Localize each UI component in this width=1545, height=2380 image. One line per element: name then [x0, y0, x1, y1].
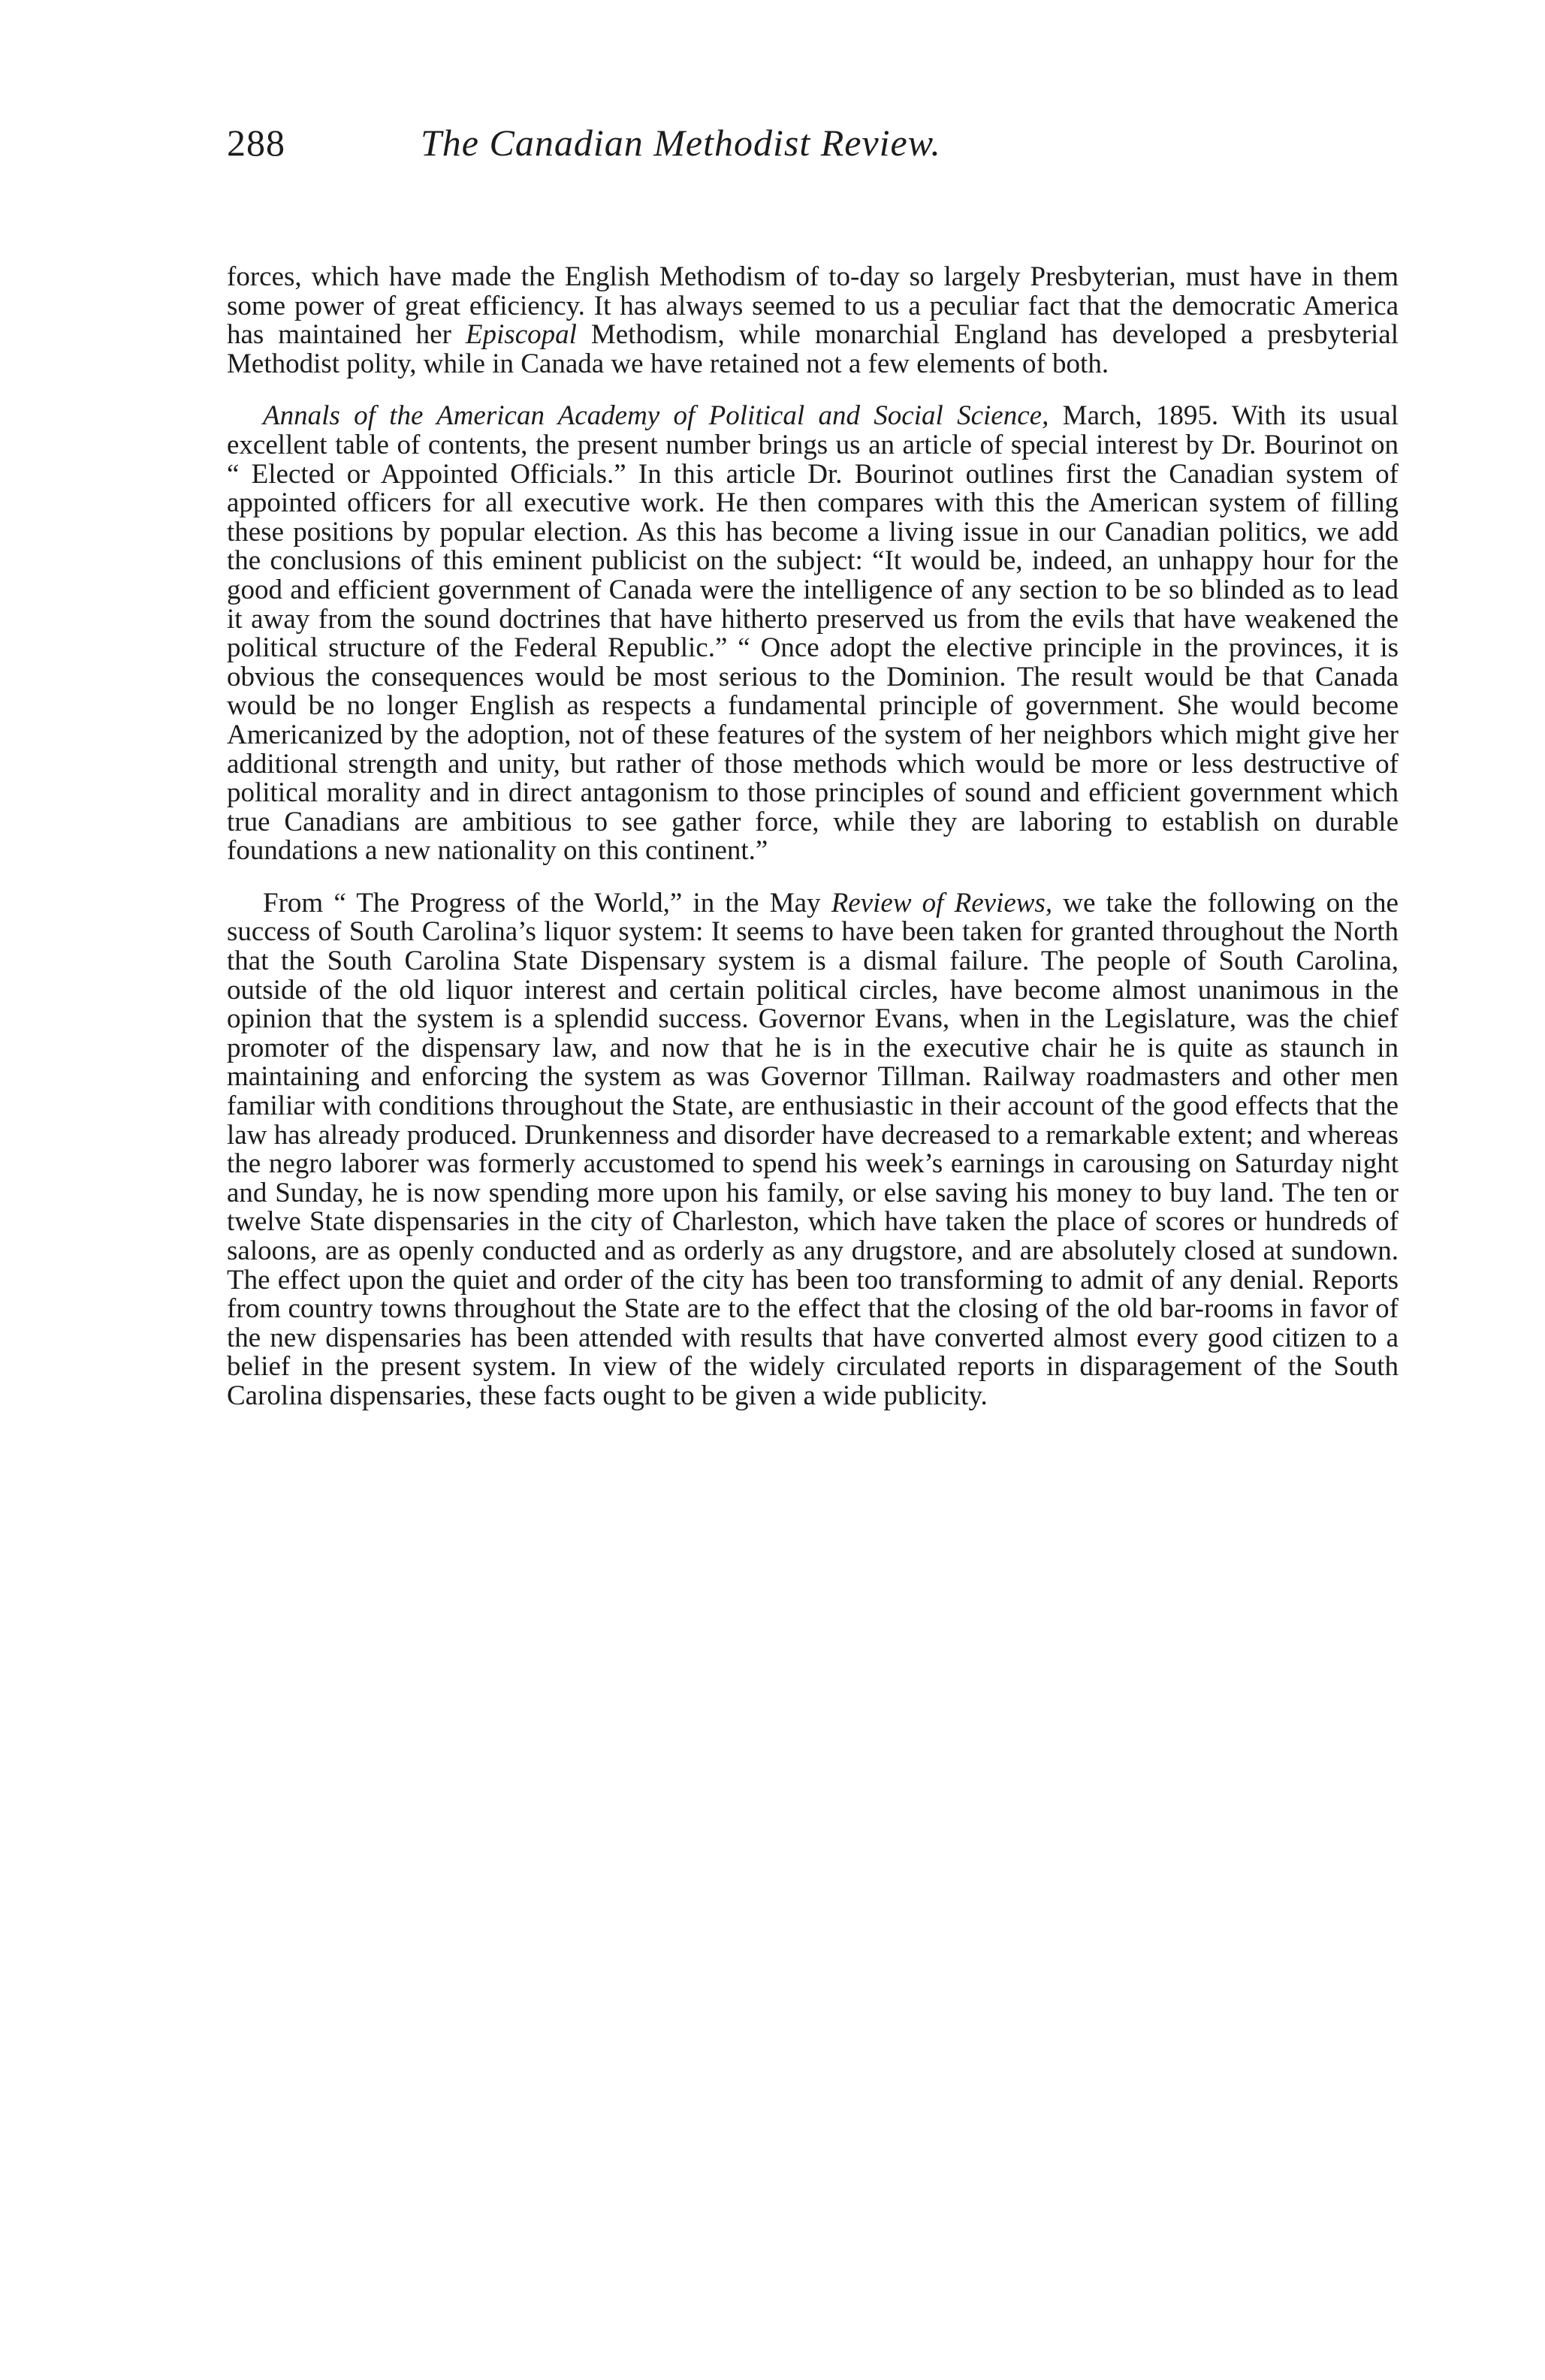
paragraph-text: March, 1895. With its usual excellent table of contents, the present number brings us an article of special interest by Dr. Bourinot on “ Elected or Appointed Officials.” In this article Dr. Bourinot outlines first the Canadian system of appointed officers for all executive work. He then compares with this the American system of filling these positions by popular election. As this has become a living issue in our Canadian politics, we add the conclusions of this eminent publicist on the subject: “It would be, indeed, an unhappy hour for the good and efficient government of Canada were the intelligence of any section to be so blinded as to lead it away from the sound doctrines that have hitherto preserved us from the evils that have weakened the political structure of the Federal Republic.” “ Once adopt the elective principle in the provinces, it is obvious the consequences would be most serious to the Dominion. The result would be that Canada would be no longer English as respects a fundamental principle of government. She would become Americanized by the adoption, not of these features of the system of her neighbors which might give her additional strength and unity, but rather of those methods which would be more or less destructive of political morality and in direct antagonism to those principles of sound and efficient government which true Canadians are ambitious to see gather force, while they are laboring to establish on durable foundations a new nationality on this continent.”: [227, 400, 1399, 867]
journal-title: Annals of the American Academy of Political and Social Science,: [263, 400, 1049, 432]
journal-title: Review of Reviews,: [831, 887, 1053, 919]
page-header: [227, 113, 1399, 173]
paragraph-text-continued: Methodism, while monarchial England has developed a presbyterial Methodist polity, while in Canada we have retained not a few elements of both.: [227, 319, 1399, 379]
page-number: 288: [227, 122, 285, 164]
paragraph-annals: [227, 402, 1399, 866]
article-body: [227, 263, 1399, 1411]
paragraph-text: From “ The Progress of the World,” in the May: [263, 887, 831, 919]
paragraph-text: forces, which have made the English Methodism of to-day so largely Presbyterian, must have in them some power of great efficiency. It has always seemed to us a peculiar fact that the democratic America has maintained her: [227, 261, 1399, 351]
paragraph-south-carolina: [227, 889, 1399, 1411]
paragraph-text-continued: we take the following on the success of South Carolina’s liquor system: It seems to have been taken for granted throughout the North that the South Carolina State Dispensary system is a dismal failure. The people of South Carolina, outside of the old liquor interest and certain political circles, have become almost unanimous in the opinion that the system is a splendid success. Governor Evans, when in the Legislature, was the chief promoter of the dispensary law, and now that he is in the executive chair he is quite as staunch in maintaining and enforcing the system as was Governor Tillman. Railway roadmasters and other men familiar with conditions throughout the State, are enthusiastic in their account of the good effects that the law has already produced. Drunkenness and disorder have decreased to a remarkable extent; and whereas the negro laborer was formerly accustomed to spend his week’s earnings in carousing on Saturday night and Sunday, he is now spending more upon his family, or else saving his money to buy land. The ten or twelve State dispensaries in the city of Charleston, which have taken the place of scores or hundreds of saloons, are as openly conducted and as orderly as any drugstore, and are absolutely closed at sundown. The effect upon the quiet and order of the city has been too transforming to admit of any denial. Reports from country towns throughout the State are to the effect that the closing of the old bar-rooms in favor of the new dispensaries has been attended with results that have converted almost every good citizen to a belief in the present system. In view of the widely circulated reports in disparagement of the South Carolina dispensaries, these facts ought to be given a wide publicity.: [227, 887, 1399, 1411]
italic-episcopal: Episcopal: [465, 319, 577, 351]
running-title: The Canadian Methodist Review.: [421, 122, 941, 164]
paragraph-methodism: [227, 263, 1399, 379]
